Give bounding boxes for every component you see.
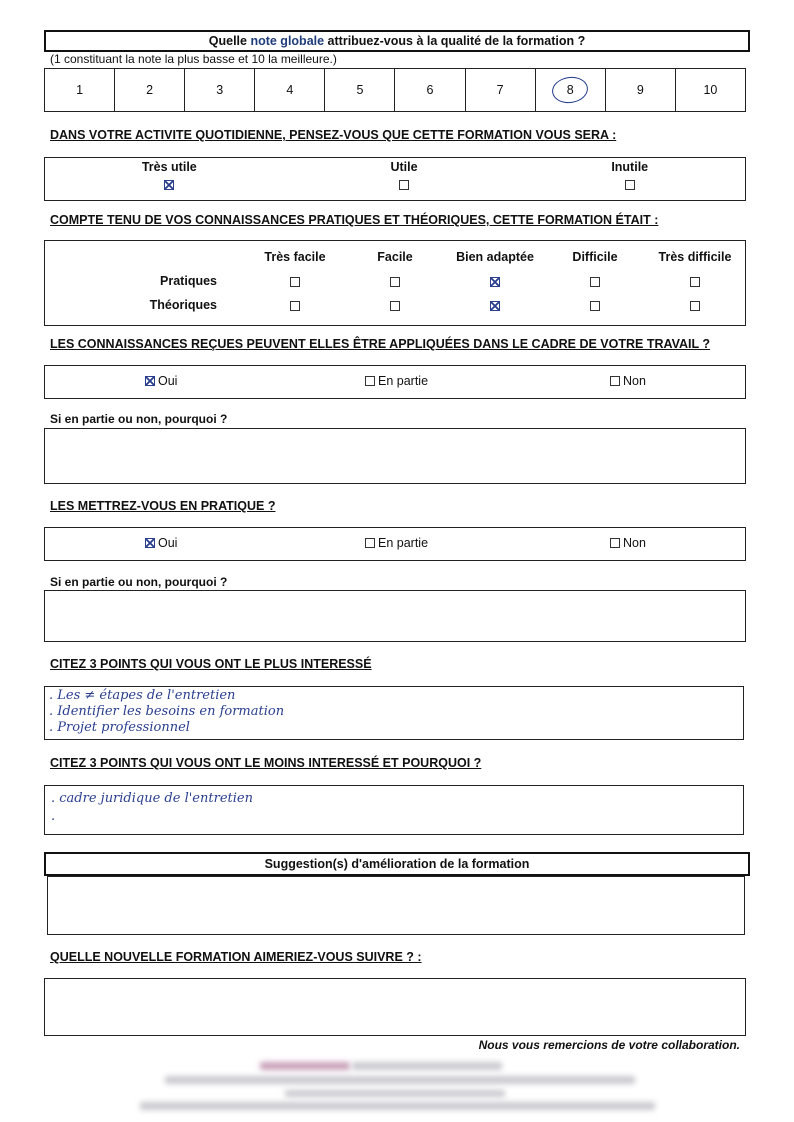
rating-option-10[interactable]	[676, 69, 745, 111]
checkbox[interactable]	[625, 180, 635, 190]
difficulty-column-header: Facile	[377, 250, 413, 264]
redacted-footer-line	[285, 1090, 505, 1097]
rating-title	[44, 30, 750, 52]
applicable-option[interactable]	[365, 374, 428, 388]
difficulty-cell	[245, 269, 345, 293]
practice-heading: LES METTREZ-VOUS EN PRATIQUE ?	[50, 499, 276, 513]
difficulty-row-label: Pratiques	[160, 274, 217, 288]
checkbox[interactable]	[290, 277, 300, 287]
practice-option[interactable]	[610, 536, 646, 550]
usefulness-option	[390, 160, 417, 200]
difficulty-cell	[245, 293, 345, 317]
applicable-options	[44, 365, 746, 399]
checkbox[interactable]	[145, 538, 155, 548]
rating-value: 2	[146, 83, 154, 97]
rating-value: 10	[703, 83, 718, 97]
option-label: Oui	[158, 536, 178, 550]
usefulness-option	[611, 160, 648, 200]
difficulty-heading: COMPTE TENU DE VOS CONNAISSANCES PRATIQUES ET THÉORIQUES, CETTE FORMATION ÉTAIT :	[50, 213, 659, 227]
difficulty-row-label: Théoriques	[149, 298, 217, 312]
rating-value: 5	[356, 83, 364, 97]
rating-option-2[interactable]	[115, 69, 185, 111]
practice-option[interactable]	[365, 536, 428, 550]
grid-corner	[45, 245, 245, 269]
most-interesting-field[interactable]	[44, 686, 744, 740]
rating-option-8[interactable]	[536, 69, 606, 111]
redacted-footer-line	[140, 1102, 655, 1110]
usefulness-heading: DANS VOTRE ACTIVITE QUOTIDIENNE, PENSEZ-VOUS QUE CETTE FORMATION VOUS SERA :	[50, 128, 617, 142]
option-label: Non	[623, 536, 646, 550]
difficulty-column-header: Très facile	[264, 250, 326, 264]
checkbox[interactable]	[690, 277, 700, 287]
rating-option-9[interactable]	[606, 69, 676, 111]
checkbox[interactable]	[390, 277, 400, 287]
suggestions-title: Suggestion(s) d'amélioration de la formation	[44, 852, 750, 876]
rating-value: 4	[286, 83, 294, 97]
rating-value: 7	[496, 83, 504, 97]
rating-option-4[interactable]	[255, 69, 325, 111]
rating-option-7[interactable]	[466, 69, 536, 111]
rating-value: 8	[566, 83, 574, 97]
usefulness-options	[44, 157, 746, 201]
option-label: Oui	[158, 374, 178, 388]
new-training-heading: QUELLE NOUVELLE FORMATION AIMERIEZ-VOUS SUIVRE ? :	[50, 950, 422, 964]
suggestions-field[interactable]	[47, 876, 745, 935]
redacted-footer-line	[260, 1062, 350, 1070]
checkbox[interactable]	[490, 277, 500, 287]
usefulness-option-label: Inutile	[611, 160, 649, 174]
difficulty-column-header: Bien adaptée	[456, 250, 534, 264]
difficulty-column-header: Très difficile	[658, 250, 732, 264]
most-interesting-heading: CITEZ 3 POINTS QUI VOUS ONT LE PLUS INTERESSÉ	[50, 657, 372, 671]
checkbox[interactable]	[490, 301, 500, 311]
usefulness-option	[142, 160, 197, 200]
checkbox[interactable]	[290, 301, 300, 311]
handwritten-line: . Identifier les besoins en formation	[49, 704, 285, 719]
rating-value: 1	[76, 83, 84, 97]
checkbox[interactable]	[610, 376, 620, 386]
redacted-footer-line	[165, 1076, 635, 1084]
rating-scale	[44, 68, 746, 112]
difficulty-table	[44, 240, 746, 326]
rating-option-1[interactable]	[45, 69, 115, 111]
checkbox[interactable]	[164, 180, 174, 190]
rating-note: (1 constituant la note la plus basse et 10 la meilleure.)	[50, 52, 337, 66]
applicable-why-field[interactable]	[44, 428, 746, 484]
redacted-footer-line	[352, 1062, 502, 1070]
least-interesting-field[interactable]	[44, 785, 744, 835]
option-label: En partie	[378, 536, 429, 550]
difficulty-cell	[545, 269, 645, 293]
checkbox[interactable]	[690, 301, 700, 311]
checkbox[interactable]	[590, 301, 600, 311]
difficulty-cell	[445, 269, 545, 293]
difficulty-cell	[545, 293, 645, 317]
new-training-field[interactable]	[44, 978, 746, 1036]
difficulty-cell	[645, 293, 745, 317]
applicable-option[interactable]	[610, 374, 646, 388]
rating-title-post: attribuez-vous à la qualité de la formation ?	[324, 34, 586, 48]
practice-options	[44, 527, 746, 561]
handwritten-line: . Projet professionnel	[49, 720, 190, 735]
thanks-message: Nous vous remercions de votre collaboration.	[478, 1038, 740, 1052]
rating-value: 9	[636, 83, 644, 97]
checkbox[interactable]	[399, 180, 409, 190]
checkbox[interactable]	[590, 277, 600, 287]
checkbox[interactable]	[365, 376, 375, 386]
checkbox[interactable]	[145, 376, 155, 386]
applicable-heading: LES CONNAISSANCES REÇUES PEUVENT ELLES ÊTRE APPLIQUÉES DANS LE CADRE DE VOTRE TRAVAIL ?	[50, 337, 711, 351]
option-label: Non	[623, 374, 646, 388]
practice-why-field[interactable]	[44, 590, 746, 642]
difficulty-cell	[445, 293, 545, 317]
checkbox[interactable]	[390, 301, 400, 311]
handwritten-line: .	[51, 809, 56, 824]
least-interesting-heading: CITEZ 3 POINTS QUI VOUS ONT LE MOINS INTERESSÉ ET POURQUOI ?	[50, 756, 482, 770]
difficulty-cell	[345, 293, 445, 317]
rating-option-6[interactable]	[395, 69, 465, 111]
usefulness-option-label: Utile	[390, 160, 418, 174]
checkbox[interactable]	[610, 538, 620, 548]
rating-option-5[interactable]	[325, 69, 395, 111]
practice-option[interactable]	[145, 536, 177, 550]
selected-circle-mark	[551, 75, 590, 106]
rating-title-pre: Quelle	[208, 34, 251, 48]
rating-value: 6	[426, 83, 434, 97]
rating-title-accent: note globale	[250, 34, 325, 48]
difficulty-column-header: Difficile	[572, 250, 618, 264]
applicable-why-label: Si en partie ou non, pourquoi ?	[50, 412, 228, 426]
applicable-option[interactable]	[145, 374, 177, 388]
difficulty-cell	[645, 269, 745, 293]
checkbox[interactable]	[365, 538, 375, 548]
option-label: En partie	[378, 374, 429, 388]
usefulness-option-label: Très utile	[141, 160, 197, 174]
rating-option-3[interactable]	[185, 69, 255, 111]
practice-why-label: Si en partie ou non, pourquoi ?	[50, 575, 228, 589]
handwritten-line: . Les ≠ étapes de l'entretien	[49, 688, 236, 703]
handwritten-line: . cadre juridique de l'entretien	[51, 791, 253, 806]
difficulty-cell	[345, 269, 445, 293]
rating-value: 3	[216, 83, 224, 97]
